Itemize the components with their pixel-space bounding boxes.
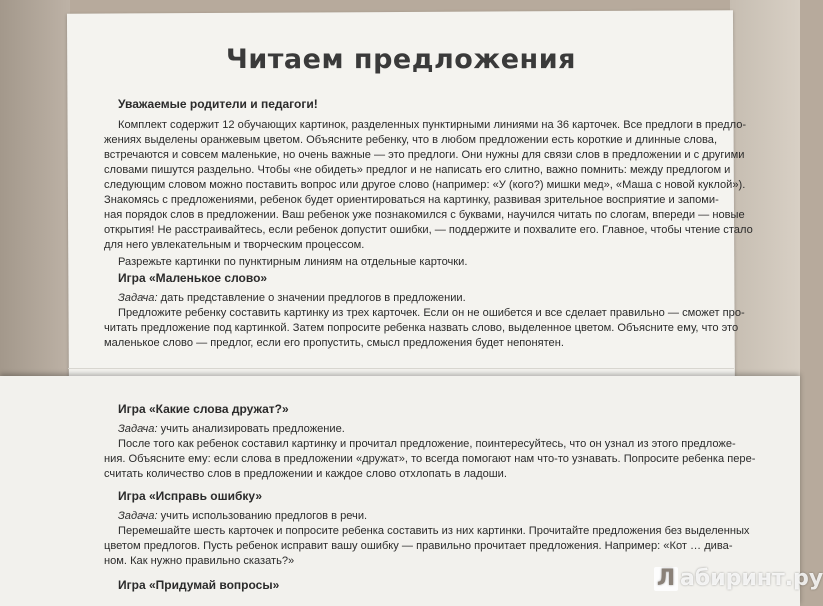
game-line: ния. Объясните ему: если слова в предложении «дружат», то всегда помогают нам что-то узнавать. Попросите ребенка пере- (104, 453, 756, 465)
game-task (118, 422, 345, 436)
labirint-logo-icon: Л (654, 567, 678, 591)
game-task (118, 509, 367, 523)
watermark-text: абиринт.ру (680, 566, 823, 591)
game-line: Предложите ребенку составить картинку из трех карточек. Если он не ошибется и все сделает правильно — сможет про- (118, 307, 745, 319)
fold-line (68, 368, 734, 369)
intro-line: словами пишутся раздельно. Чтобы «не обидеть» предлог и не написать его слитно, важно помнить: между предлогом и (104, 164, 731, 176)
labirint-watermark (654, 566, 823, 591)
intro-line: Знакомясь с предложениями, ребенок будет ориентироваться на картинку, развивая зрительное восприятие и запоми- (104, 194, 719, 206)
task-text: учить использованию предлогов в речи. (157, 510, 368, 522)
game-line: маленькое слово — предлог, если его пропустить, смысл предложения будет непонятен. (104, 337, 564, 349)
game-line: читать предложение под картинкой. Затем попросите ребенка назвать слово, выделенное цветом. Объясните ему, что это (104, 322, 739, 334)
intro-line: Комплект содержит 12 обучающих картинок, разделенных пунктирными линиями на 36 карточек. Все предлоги в предло- (118, 119, 747, 131)
intro-line: ная порядок слов в предложении. Ваш ребенок уже познакомился с буквами, научился читать по слогам, впереди — новые (104, 209, 745, 221)
task-label: Задача: (118, 423, 158, 435)
game-line: ном. Как нужно правильно сказать?» (104, 555, 295, 567)
game-heading-fix-mistake: Игра «Исправь ошибку» (118, 489, 263, 503)
game-line: цветом предлогов. Пусть ребенок исправит вашу ошибку — правильно прочитает предложения. Например: «Кот … дива- (104, 540, 733, 552)
game-heading-small-word: Игра «Маленькое слово» (118, 271, 268, 285)
game-line: После того как ребенок составил картинку и прочитал предложение, поинтересуйтесь, что он узнал из этого предложе- (118, 438, 736, 450)
game-heading-friendly-words: Игра «Какие слова дружат?» (118, 402, 289, 416)
task-label: Задача: (118, 292, 158, 304)
cut-instruction: Разрежьте картинки по пунктирным линиям на отдельные карточки. (118, 256, 468, 268)
task-text: дать представление о значении предлогов в предложении. (157, 292, 466, 304)
intro-line: следующим словом можно поставить вопрос или другое слово (например: «У (кого?) мишки мед», «Маша с новой куклой»). (104, 179, 746, 191)
game-line: считать количество слов в предложении и каждое слово отхлопать в ладоши. (104, 468, 507, 480)
greeting-heading: Уважаемые родители и педагоги! (118, 97, 318, 111)
page-title: Читаем предложения (226, 44, 576, 75)
task-text: учить анализировать предложение. (157, 423, 345, 435)
intro-line: жениях выделены оранжевым цветом. Объясните ребенку, что в любом предложении есть короткие и длинные слова, (104, 134, 718, 146)
task-label: Задача: (118, 510, 158, 522)
game-line: Перемешайте шесть карточек и попросите ребенка составить из них картинки. Прочитайте предложения без выделенных (118, 525, 750, 537)
intro-line: для него увлекательным и творческим процессом. (104, 239, 365, 251)
intro-line: открытия! Не расстраивайтесь, если ребенок допустит ошибки, — поддержите и похвалите его. Главное, чтобы чтение стало (104, 224, 753, 236)
intro-line: встречаются и совсем маленькие, но очень важные — это предлоги. Они нужны для связи слов в предложении и с другими (104, 149, 745, 161)
game-task (118, 291, 466, 305)
game-heading-make-questions: Игра «Придумай вопросы» (118, 578, 280, 592)
